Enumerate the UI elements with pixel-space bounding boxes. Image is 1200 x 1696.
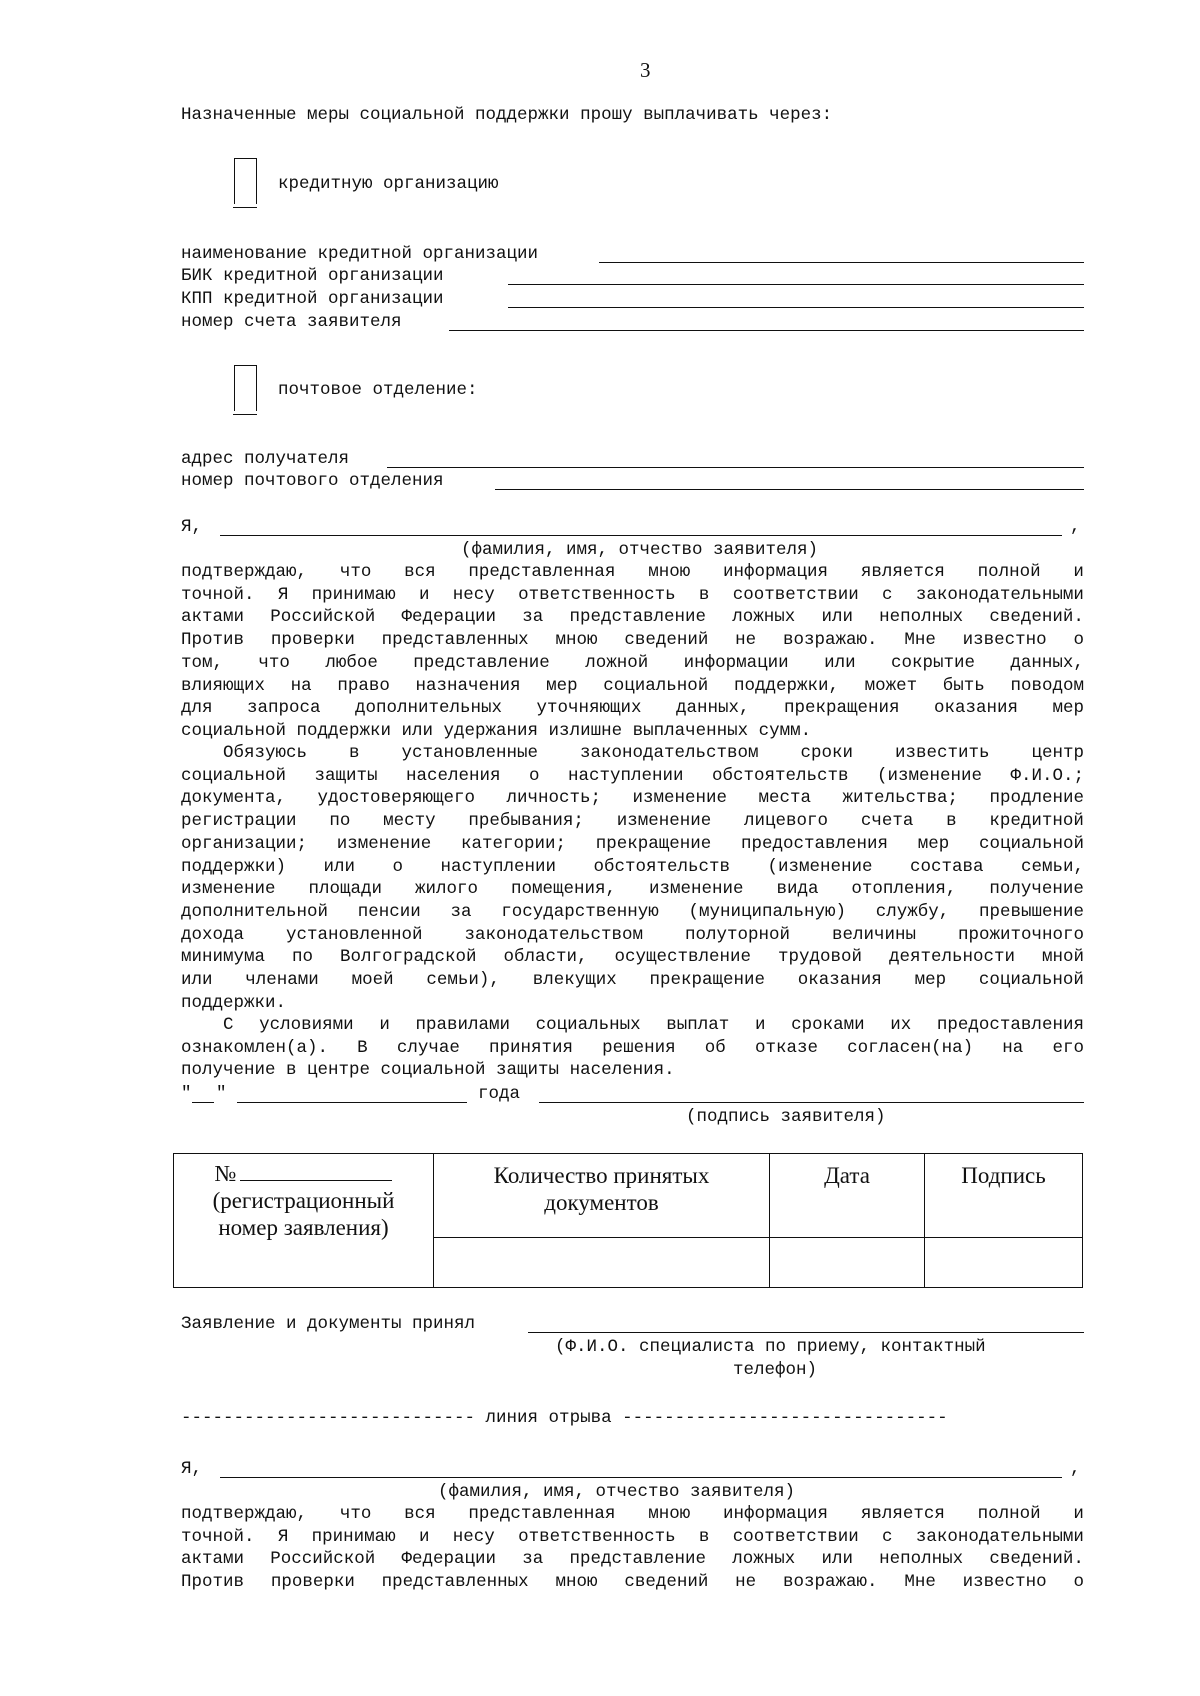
year-word: года [478, 1084, 521, 1104]
conditions-text [181, 1014, 1084, 1082]
text-line: для запроса дополнительных уточняющих данных, прекращения оказания мер [181, 698, 1084, 719]
post-office-field[interactable] [495, 489, 1084, 490]
accepted-by-label: Заявление и документы принял [181, 1314, 476, 1334]
signature-cell[interactable] [925, 1238, 1083, 1288]
text-line: документа, удостоверяющего личность; изменение места жительства; продление [181, 788, 1084, 809]
signature-caption: (подпись заявителя) [686, 1107, 886, 1127]
text-line: социальной защиты населения о наступлении обстоятельств (изменение Ф.И.О.; [181, 765, 1084, 786]
docs-count-cell[interactable] [434, 1238, 770, 1288]
specialist-caption-line2: телефон) [733, 1360, 818, 1380]
page-number: 3 [640, 58, 651, 82]
bank-name-field[interactable] [599, 262, 1084, 263]
registration-number-cell [174, 1154, 434, 1288]
registration-table [173, 1153, 1083, 1288]
payment-intro: Назначенные меры социальной поддержки прошу выплачивать через: [181, 105, 833, 125]
kpp-field[interactable] [508, 307, 1084, 308]
specialist-caption-line1: (Ф.И.О. специалиста по приему, контактный [555, 1337, 986, 1357]
text-line: Против проверки представленных мною сведений не возражаю. Мне известно о [181, 1572, 1084, 1593]
bank-option-label: кредитную организацию [278, 174, 499, 194]
date-cell[interactable] [770, 1238, 925, 1288]
text-line: или членами моей семьи), влекущих прекращение оказания мер социальной [181, 970, 1084, 991]
text-line: Обязуюсь в установленные законодательством сроки известить центр [181, 743, 1084, 763]
bik-label: БИК кредитной организации [181, 266, 444, 286]
declaration-text [181, 561, 1084, 743]
text-line: дохода установленной законодательством полуторной величины прожиточного [181, 924, 1084, 945]
day-field[interactable] [192, 1102, 214, 1103]
docs-count-header: Количество принятых документов [434, 1154, 770, 1238]
month-field[interactable] [237, 1102, 467, 1103]
applicant-name-caption: (фамилия, имя, отчество заявителя) [461, 540, 819, 560]
number-sign: № [214, 1161, 237, 1186]
applicant-name-field[interactable] [220, 535, 1062, 536]
text-line: ознакомлен(а). В случае принятия решения об отказе согласен(на) на его [181, 1037, 1084, 1058]
text-line: социальной поддержки или удержания излишне выплаченных сумм. [181, 720, 812, 741]
date-quote-close: " [216, 1084, 227, 1104]
signature-field[interactable] [539, 1102, 1084, 1103]
registration-number-caption: (регистрационный номер заявления) [212, 1188, 395, 1240]
specialist-field[interactable] [528, 1332, 1084, 1333]
text-line: актами Российской Федерации за представление ложных или неполных сведений. [181, 1549, 1084, 1570]
declaration2-prefix: Я, [181, 1459, 203, 1479]
text-line: поддержки) или о наступлении обстоятельств (изменение состава семьи, [181, 856, 1084, 877]
account-label: номер счета заявителя [181, 312, 402, 332]
tear-line: ---------------------------- линия отрыва ------------------------------- [181, 1408, 948, 1428]
declaration-suffix: , [1070, 517, 1081, 537]
text-line: точной. Я принимаю и несу ответственность в соответствии с законодательными [181, 584, 1084, 605]
text-line: изменение площади жилого помещения, изменение вида отопления, получение [181, 879, 1084, 900]
declaration2-suffix: , [1070, 1459, 1081, 1479]
text-line: точной. Я принимаю и несу ответственность в соответствии с законодательными [181, 1526, 1084, 1547]
text-line: С условиями и правилами социальных выплат и сроками их предоставления [181, 1015, 1084, 1035]
recipient-address-label: адрес получателя [181, 449, 350, 469]
obligation-text [181, 742, 1084, 1014]
text-line: подтверждаю, что вся представленная мною информация является полной и [181, 562, 1084, 582]
text-line: Против проверки представленных мною сведений не возражаю. Мне известно о [181, 630, 1084, 651]
signature-header: Подпись [925, 1154, 1083, 1238]
declaration-prefix: Я, [181, 517, 203, 537]
applicant-name-caption-2: (фамилия, имя, отчество заявителя) [438, 1482, 796, 1502]
recipient-address-field[interactable] [387, 467, 1084, 468]
bik-field[interactable] [508, 284, 1084, 285]
post-office-label: номер почтового отделения [181, 471, 444, 491]
text-line: актами Российской Федерации за представление ложных или неполных сведений. [181, 607, 1084, 628]
text-line: влияющих на право назначения мер социальной поддержки, может быть поводом [181, 675, 1084, 696]
date-header: Дата [770, 1154, 925, 1238]
bank-checkbox[interactable] [234, 158, 257, 204]
text-line: подтверждаю, что вся представленная мною информация является полной и [181, 1504, 1084, 1524]
bank-name-label: наименование кредитной организации [181, 244, 539, 264]
text-line: получение в центре социальной защиты населения. [181, 1060, 675, 1081]
text-line: регистрации по месту пребывания; изменение лицевого счета в кредитной [181, 811, 1084, 832]
text-line: минимума по Волгоградской области, осуществление трудовой деятельности мной [181, 947, 1084, 968]
account-field[interactable] [449, 330, 1084, 331]
kpp-label: КПП кредитной организации [181, 289, 444, 309]
text-line: организации; изменение категории; прекращение предоставления мер социальной [181, 833, 1084, 854]
date-quote-open: " [181, 1084, 192, 1104]
registration-number-field[interactable] [240, 1160, 392, 1181]
applicant-name-field-2[interactable] [220, 1477, 1062, 1478]
post-option-label: почтовое отделение: [278, 380, 478, 400]
declaration2-text [181, 1503, 1084, 1594]
text-line: дополнительной пенсии за государственную (муниципальную) службу, превышение [181, 901, 1084, 922]
text-line: поддержки. [181, 992, 287, 1013]
text-line: том, что любое представление ложной информации или сокрытие данных, [181, 652, 1084, 673]
post-checkbox[interactable] [234, 365, 257, 411]
